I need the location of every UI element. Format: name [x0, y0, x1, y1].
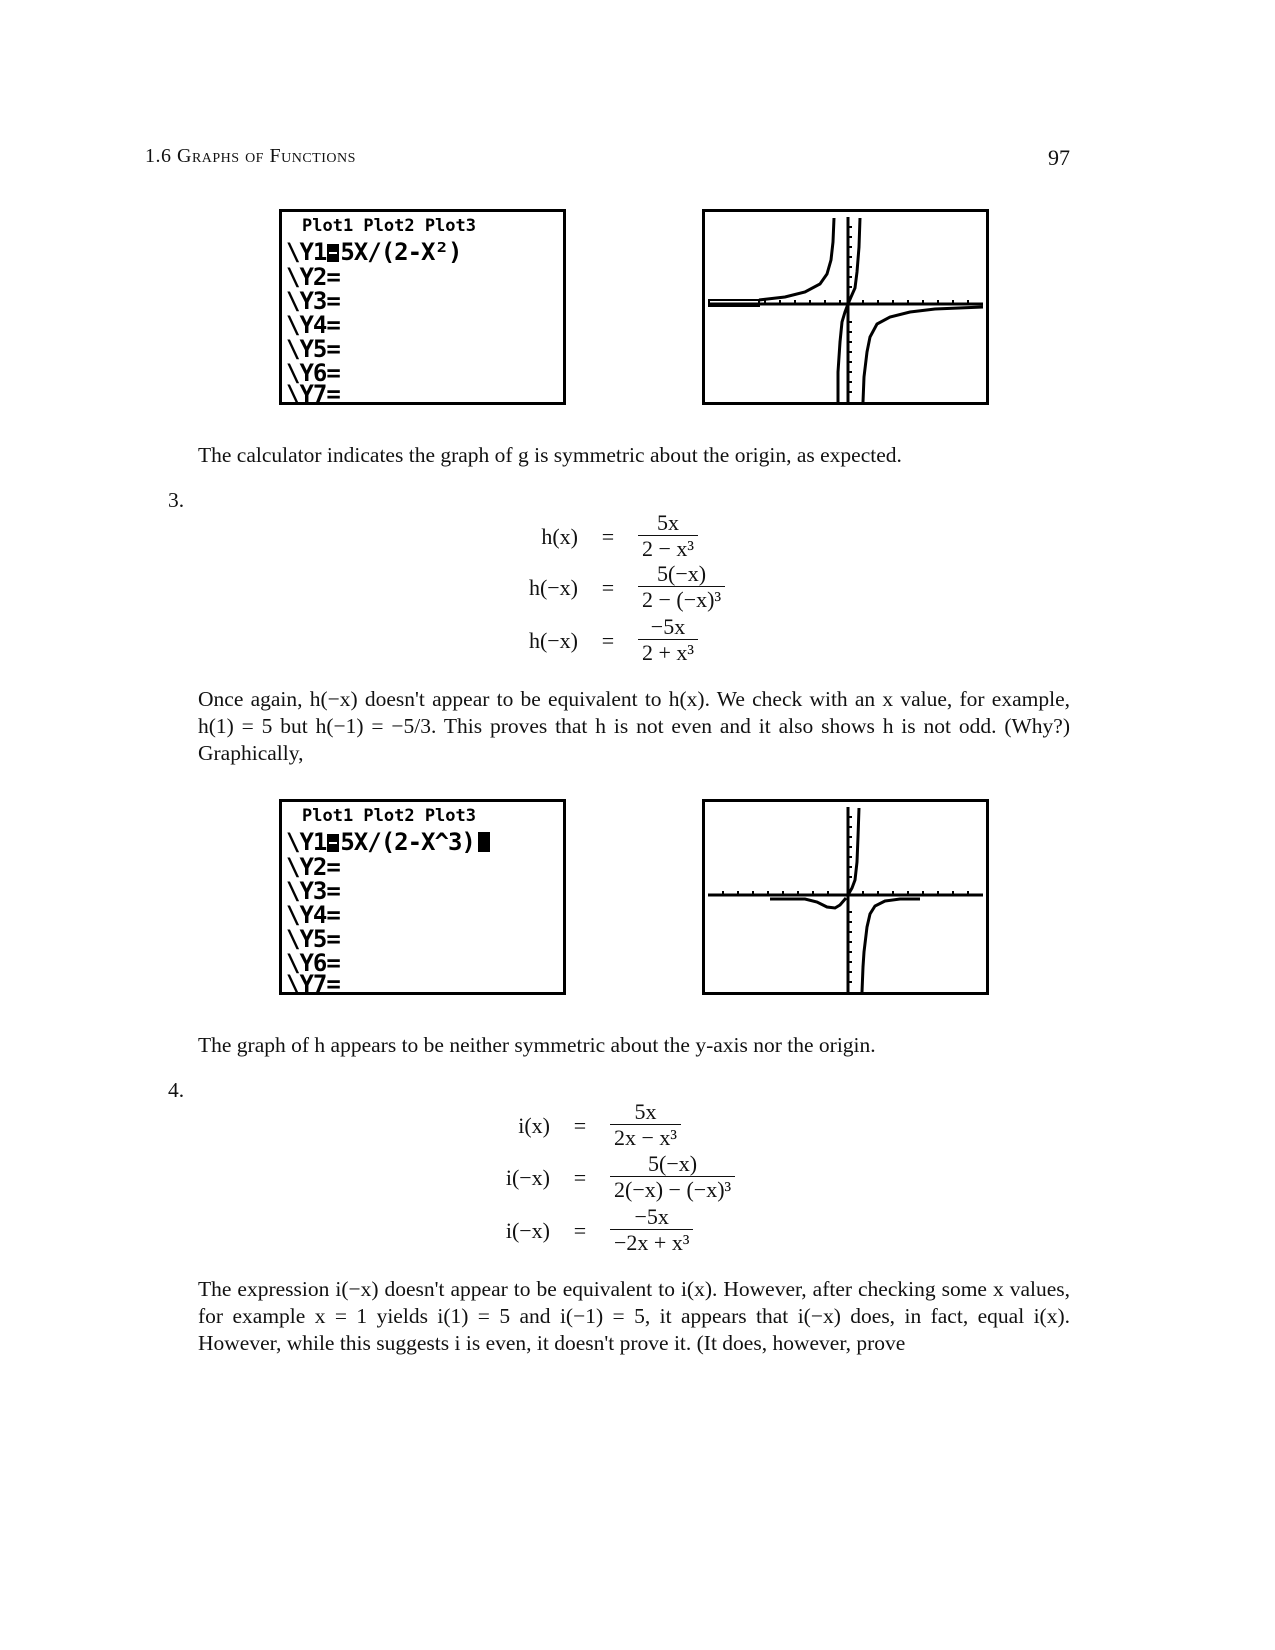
item-number-3: 3.: [168, 488, 185, 512]
calculator-graph-2: [702, 799, 989, 995]
y7-label: \Y7: [286, 380, 327, 408]
y6-equals: =: [326, 949, 340, 977]
selected-equals-icon: [327, 834, 339, 852]
plot-row: Plot1 Plot2 Plot3: [302, 806, 476, 826]
graph-plot-h: [705, 802, 986, 992]
y1-line: [286, 240, 461, 264]
y4-equals: =: [326, 901, 340, 929]
numerator: 5(−x): [648, 1151, 698, 1176]
y5-equals: =: [326, 335, 340, 363]
y2-equals: =: [326, 853, 340, 881]
y3-line: [286, 289, 340, 313]
y3-line: [286, 879, 340, 903]
y6-equals: =: [326, 359, 340, 387]
graph-plot-g: [705, 212, 986, 402]
y2-line: [286, 855, 340, 879]
numerator: 5(−x): [657, 561, 707, 586]
y2-label: \Y2: [286, 853, 327, 881]
running-header-section: 1.6 Graphs of Functions: [145, 145, 356, 167]
calculator-y-editor-2: [279, 799, 566, 998]
y5-equals: =: [326, 925, 340, 953]
y5-line: [286, 337, 340, 361]
y1-label: \Y1: [286, 238, 327, 266]
paragraph-h-symmetry: The graph of h appears to be neither symmetric about the y-axis nor the origin.: [198, 1033, 876, 1057]
denominator: 2x − x³: [610, 1124, 681, 1151]
equation-row: h(−x) = $\frac{-5x}{\text{2 + x³}}$: [458, 615, 698, 666]
equation-row: i(−x) = $\frac{-5x}{\text{−2x + x³}}$: [430, 1205, 693, 1256]
denominator: 2 − (−x)³: [638, 586, 725, 613]
fraction: [638, 562, 725, 613]
denominator: −2x + x³: [610, 1229, 693, 1256]
plot-row: Plot1 Plot2 Plot3: [302, 216, 476, 236]
equation-lhs: i(−x): [505, 1164, 550, 1190]
y1-expression: 5X/(2-X²): [340, 238, 462, 266]
y2-equals: =: [326, 263, 340, 291]
equation-row: i(−x) = $\frac{5(-x)}{\text{2(−x) − (−x)³}}$: [430, 1152, 735, 1203]
equation-lhs: h(−x): [528, 574, 578, 600]
y3-label: \Y3: [286, 287, 327, 315]
y7-equals: =: [326, 970, 340, 998]
fraction: [638, 615, 698, 666]
equation-lhs: h(−x): [528, 627, 578, 653]
y7-line: [286, 382, 340, 406]
numerator: −5x: [634, 1204, 669, 1229]
fraction: [610, 1100, 681, 1151]
y4-label: \Y4: [286, 311, 327, 339]
y7-equals: =: [326, 380, 340, 408]
y4-line: [286, 313, 340, 337]
y3-equals: =: [326, 877, 340, 905]
y4-label: \Y4: [286, 901, 327, 929]
fraction: [638, 511, 698, 562]
y5-line: [286, 927, 340, 951]
text-cursor-icon: [478, 832, 490, 852]
numerator: 5x: [657, 510, 679, 535]
denominator: 2 − x³: [638, 535, 698, 562]
item-number-4: 4.: [168, 1078, 185, 1102]
y1-expression: 5X/(2-X^3): [340, 828, 475, 856]
fraction: [610, 1205, 693, 1256]
y5-label: \Y5: [286, 925, 327, 953]
y4-line: [286, 903, 340, 927]
equation-lhs: h(x): [541, 523, 578, 549]
equation-lhs: i(x): [518, 1112, 550, 1138]
equation-lhs: i(−x): [505, 1217, 550, 1243]
y2-line: [286, 265, 340, 289]
selected-equals-icon: [327, 244, 339, 262]
denominator: 2 + x³: [638, 639, 698, 666]
calculator-y-editor-1: [279, 209, 566, 408]
numerator: −5x: [650, 614, 686, 639]
page-number: 97: [1048, 145, 1070, 170]
equation-row: h(−x) = $\frac{5(-x)}{\text{2 − (−x)³}}$: [458, 562, 725, 613]
paragraph-i-analysis: The expression i(−x) doesn't appear to be equivalent to i(x). However, after checking some x values, for example x = 1 yields i(1) = 5 and i(−1) = 5, it appears that i(−x) does, in fact, equal i(x). However, while this suggests i is even, it doesn't prove it. (It does, however, prove: [198, 1277, 1070, 1355]
y7-label: \Y7: [286, 970, 327, 998]
denominator: 2(−x) − (−x)³: [610, 1176, 735, 1203]
calculator-graph-1: [702, 209, 989, 405]
equation-row: i(x) = $\frac{5x}{\text{2x − x³}}$: [430, 1100, 681, 1151]
y3-equals: =: [326, 287, 340, 315]
y6-label: \Y6: [286, 359, 327, 387]
y6-label: \Y6: [286, 949, 327, 977]
paragraph-h-analysis: Once again, h(−x) doesn't appear to be equivalent to h(x). We check with an x value, for example, h(1) = 5 but h(−1) = −5/3. This proves that h is not even and it also shows h is not odd. (Why?) Graphically,: [198, 687, 1070, 765]
fraction: [610, 1152, 735, 1203]
paragraph-g-symmetric: The calculator indicates the graph of g is symmetric about the origin, as expected.: [198, 443, 902, 467]
y4-equals: =: [326, 311, 340, 339]
y7-line: [286, 972, 340, 996]
y1-line: [286, 830, 490, 854]
numerator: 5x: [634, 1099, 657, 1124]
y2-label: \Y2: [286, 263, 327, 291]
y1-label: \Y1: [286, 828, 327, 856]
y5-label: \Y5: [286, 335, 327, 363]
equation-row: h(x) = $\frac{5x}{\text{2 − x³}}$: [458, 511, 698, 562]
y3-label: \Y3: [286, 877, 327, 905]
